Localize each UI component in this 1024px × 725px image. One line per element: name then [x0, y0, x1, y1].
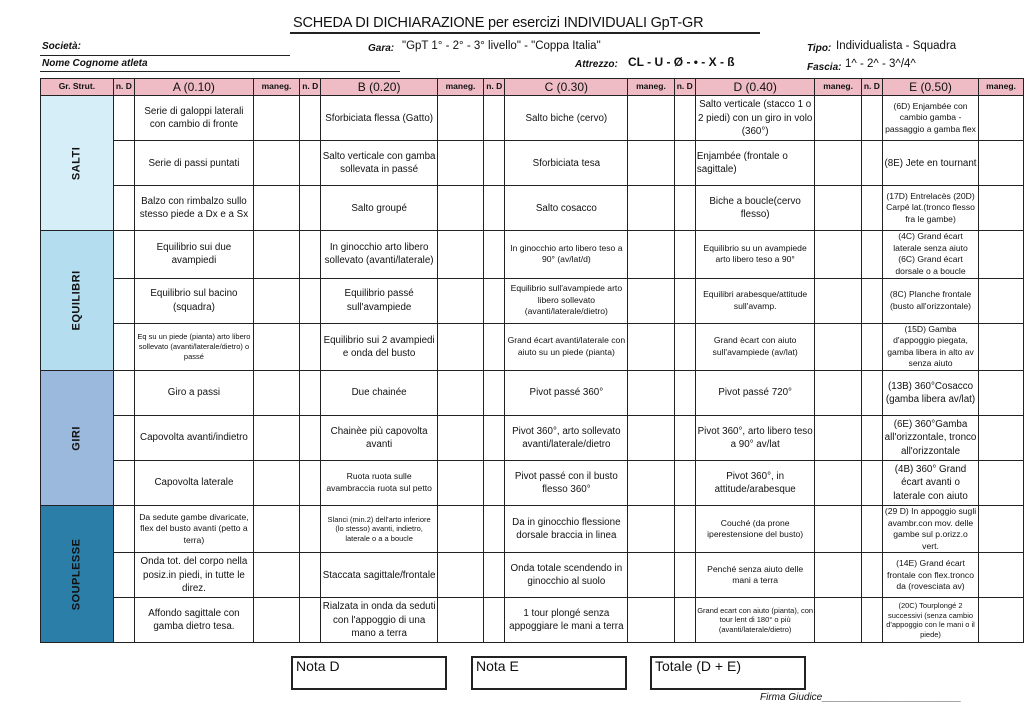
header-nd-a: n. D	[113, 79, 134, 96]
nd-cell[interactable]	[484, 460, 505, 505]
table-row	[41, 141, 1024, 186]
cell-a: Equilibrio sul bacino (squadra)	[135, 278, 254, 323]
cell-e: (29 D) In appoggio sugli avambr.con mov. delle gambe sul p.orizz.o vert.	[882, 505, 978, 552]
cell-e: (8C) Planche frontale (busto all'orizzontale)	[882, 278, 978, 323]
cell-c: Sforbiciata tesa	[505, 141, 628, 186]
maneg-cell[interactable]	[437, 186, 483, 231]
nota-d-box[interactable]	[291, 656, 447, 690]
nd-cell[interactable]	[861, 141, 882, 186]
cell-a: Balzo con rimbalzo sullo stesso piede a Dx e a Sx	[135, 186, 254, 231]
maneg-cell[interactable]	[979, 598, 1024, 643]
maneg-cell[interactable]	[437, 415, 483, 460]
maneg-cell[interactable]	[628, 278, 674, 323]
nd-cell[interactable]	[484, 370, 505, 415]
header-a: A (0.10)	[135, 79, 254, 96]
table-row	[41, 553, 1024, 598]
nd-cell[interactable]	[861, 553, 882, 598]
nd-cell[interactable]	[674, 231, 695, 278]
cell-b: Slanci (min.2) dell'arto inferiore (lo stesso) avanti, indietro, laterale o a a boucle	[321, 505, 437, 552]
header-nd-b: n. D	[300, 79, 321, 96]
nd-cell[interactable]	[674, 505, 695, 552]
cell-c: Grand écart avanti/laterale con aiuto su un piede (pianta)	[505, 323, 628, 370]
cell-a: Capovolta laterale	[135, 460, 254, 505]
maneg-cell[interactable]	[628, 553, 674, 598]
header-d: D (0.40)	[695, 79, 815, 96]
societa-label: Società:	[42, 41, 81, 52]
atleta-field[interactable]	[40, 71, 400, 72]
nd-cell[interactable]	[113, 598, 134, 643]
maneg-cell[interactable]	[815, 323, 861, 370]
cell-e: (20C) Tourplongé 2 successivi (senza cambio d'appoggio con le mani o il piede)	[882, 598, 978, 643]
cell-d: Equilibri arabesque/attitude sull'avamp.	[695, 278, 815, 323]
nd-cell[interactable]	[861, 415, 882, 460]
cell-b: Staccata sagittale/frontale	[321, 553, 437, 598]
maneg-cell[interactable]	[815, 278, 861, 323]
maneg-cell[interactable]	[815, 505, 861, 552]
header-nd-c: n. D	[484, 79, 505, 96]
nd-cell[interactable]	[674, 141, 695, 186]
maneg-cell[interactable]	[628, 415, 674, 460]
nd-cell[interactable]	[861, 598, 882, 643]
nd-cell[interactable]	[484, 186, 505, 231]
cell-c: Pivot passé con il busto flesso 360°	[505, 460, 628, 505]
cell-d: Grand ecart con aiuto (pianta), con tour lent di 180° o più (avanti/laterale/dietro)	[695, 598, 815, 643]
cell-c: In ginocchio arto libero teso a 90° (av/lat/d)	[505, 231, 628, 278]
nd-cell[interactable]	[300, 598, 321, 643]
maneg-cell[interactable]	[253, 370, 299, 415]
table-row	[41, 598, 1024, 643]
cell-b: In ginocchio arto libero sollevato (avanti/laterale)	[321, 231, 437, 278]
maneg-cell[interactable]	[437, 553, 483, 598]
nd-cell[interactable]	[113, 141, 134, 186]
cell-e: (13B) 360°Cosacco (gamba libera av/lat)	[882, 370, 978, 415]
page-title: SCHEDA DI DICHIARAZIONE per esercizi INDIVIDUALI GpT-GR	[293, 15, 704, 31]
maneg-cell[interactable]	[979, 505, 1024, 552]
table-row	[41, 186, 1024, 231]
maneg-cell[interactable]	[628, 96, 674, 141]
nd-cell[interactable]	[113, 323, 134, 370]
nd-cell[interactable]	[113, 278, 134, 323]
nd-cell[interactable]	[484, 141, 505, 186]
cell-d: Couché (da prone iperestensione del busto)	[695, 505, 815, 552]
maneg-cell[interactable]	[628, 598, 674, 643]
header-e: E (0.50)	[882, 79, 978, 96]
cell-e: (8E) Jete en tournant	[882, 141, 978, 186]
nd-cell[interactable]	[674, 323, 695, 370]
nd-cell[interactable]	[861, 231, 882, 278]
maneg-cell[interactable]	[437, 598, 483, 643]
nd-cell[interactable]	[484, 96, 505, 141]
nd-cell[interactable]	[484, 278, 505, 323]
maneg-cell[interactable]	[253, 96, 299, 141]
header-maneg-a: maneg.	[253, 79, 299, 96]
group-giri: GIRI	[41, 370, 114, 505]
cell-c: Onda totale scendendo in ginocchio al suolo	[505, 553, 628, 598]
gara-label: Gara:	[368, 43, 395, 54]
maneg-cell[interactable]	[437, 323, 483, 370]
table-row	[41, 96, 1024, 141]
cell-c: Pivot passé 360°	[505, 370, 628, 415]
cell-b: Rialzata in onda da seduti con l'appoggio di una mano a terra	[321, 598, 437, 643]
nd-cell[interactable]	[861, 323, 882, 370]
cell-e: (6D) Enjambée con cambio gamba - passaggio a gamba flex	[882, 96, 978, 141]
cell-c: Equilibrio sull'avampiede arto libero sollevato (avanti/laterale/dietro)	[505, 278, 628, 323]
cell-d: Salto verticale (stacco 1 o 2 piedi) con un giro in volo (360°)	[695, 96, 815, 141]
cell-a: Affondo sagittale con gamba dietro tesa.	[135, 598, 254, 643]
cell-c: Pivot 360°, arto sollevato avanti/laterale/dietro	[505, 415, 628, 460]
totale-box[interactable]	[650, 656, 806, 690]
cell-b: Salto verticale con gamba sollevata in passé	[321, 141, 437, 186]
nd-cell[interactable]	[300, 231, 321, 278]
cell-a: Serie di passi puntati	[135, 141, 254, 186]
cell-d: Biche a boucle(cervo flesso)	[695, 186, 815, 231]
atleta-label: Nome Cognome atleta	[42, 58, 148, 69]
maneg-cell[interactable]	[253, 278, 299, 323]
nd-cell[interactable]	[113, 505, 134, 552]
nd-cell[interactable]	[113, 553, 134, 598]
maneg-cell[interactable]	[815, 460, 861, 505]
nd-cell[interactable]	[300, 186, 321, 231]
maneg-cell[interactable]	[628, 231, 674, 278]
nd-cell[interactable]	[113, 96, 134, 141]
nd-cell[interactable]	[300, 505, 321, 552]
firma-giudice[interactable]: Firma Giudice_________________________	[760, 692, 962, 703]
attrezzo-value: CL - U - Ø - • - X - ß	[628, 55, 735, 69]
maneg-cell[interactable]	[628, 186, 674, 231]
nota-e-label: Nota E	[476, 658, 519, 674]
maneg-cell[interactable]	[253, 553, 299, 598]
cell-a: Equilibrio sui due avampiedi	[135, 231, 254, 278]
maneg-cell[interactable]	[253, 505, 299, 552]
nd-cell[interactable]	[300, 553, 321, 598]
maneg-cell[interactable]	[253, 415, 299, 460]
maneg-cell[interactable]	[979, 553, 1024, 598]
header-nd-d: n. D	[674, 79, 695, 96]
maneg-cell[interactable]	[253, 323, 299, 370]
table-row	[41, 415, 1024, 460]
maneg-cell[interactable]	[628, 323, 674, 370]
gara-value: "GpT 1° - 2° - 3° livello" - "Coppa Italia"	[402, 40, 601, 52]
header-maneg-c: maneg.	[628, 79, 674, 96]
nd-cell[interactable]	[300, 460, 321, 505]
table-row	[41, 231, 1024, 278]
nd-cell[interactable]	[300, 96, 321, 141]
group-salti: SALTI	[41, 96, 114, 231]
cell-d: Pivot 360°, in attitude/arabesque	[695, 460, 815, 505]
fascia-value: 1^ - 2^ - 3^/4^	[845, 58, 916, 70]
cell-c: Da in ginocchio flessione dorsale braccia in linea	[505, 505, 628, 552]
maneg-cell[interactable]	[253, 460, 299, 505]
maneg-cell[interactable]	[815, 370, 861, 415]
societa-field[interactable]	[40, 55, 290, 56]
nd-cell[interactable]	[484, 323, 505, 370]
nd-cell[interactable]	[484, 231, 505, 278]
cell-c: Salto biche (cervo)	[505, 96, 628, 141]
maneg-cell[interactable]	[979, 96, 1024, 141]
maneg-cell[interactable]	[437, 278, 483, 323]
cell-e: (17D) Entrelacès (20D) Carpé lat.(tronco flesso fra le gambe)	[882, 186, 978, 231]
header-nd-e: n. D	[861, 79, 882, 96]
table-row	[41, 370, 1024, 415]
nd-cell[interactable]	[300, 415, 321, 460]
nd-cell[interactable]	[113, 460, 134, 505]
nd-cell[interactable]	[674, 460, 695, 505]
nd-cell[interactable]	[113, 415, 134, 460]
maneg-cell[interactable]	[437, 460, 483, 505]
maneg-cell[interactable]	[815, 141, 861, 186]
cell-d: Penché senza aiuto delle mani a terra	[695, 553, 815, 598]
header-row	[41, 79, 1024, 96]
nd-cell[interactable]	[674, 415, 695, 460]
cell-b: Due chainée	[321, 370, 437, 415]
cell-e: (4C) Grand écart laterale senza aiuto (6C) Grand écart dorsale o a boucle	[882, 231, 978, 278]
declaration-table	[40, 78, 1024, 643]
nota-d-label: Nota D	[296, 658, 340, 674]
nota-e-box[interactable]	[471, 656, 627, 690]
tipo-value: Individualista - Squadra	[836, 40, 957, 52]
table-row	[41, 278, 1024, 323]
maneg-cell[interactable]	[815, 553, 861, 598]
cell-b: Ruota ruota sulle avambraccia ruota sul petto	[321, 460, 437, 505]
cell-a: Capovolta avanti/indietro	[135, 415, 254, 460]
maneg-cell[interactable]	[437, 96, 483, 141]
maneg-cell[interactable]	[979, 415, 1024, 460]
tipo-label: Tipo:	[807, 43, 832, 54]
cell-e: (14E) Grand écart frontale con flex.tronco da (rovesciata av)	[882, 553, 978, 598]
nd-cell[interactable]	[484, 415, 505, 460]
nd-cell[interactable]	[113, 231, 134, 278]
cell-c: 1 tour plongé senza appoggiare le mani a terra	[505, 598, 628, 643]
nd-cell[interactable]	[674, 278, 695, 323]
maneg-cell[interactable]	[979, 186, 1024, 231]
header-maneg-d: maneg.	[815, 79, 861, 96]
maneg-cell[interactable]	[437, 505, 483, 552]
cell-d: Pivot 360°, arto libero teso a 90° av/lat	[695, 415, 815, 460]
maneg-cell[interactable]	[979, 278, 1024, 323]
cell-b: Salto groupé	[321, 186, 437, 231]
cell-b: Chainèe più capovolta avanti	[321, 415, 437, 460]
maneg-cell[interactable]	[253, 598, 299, 643]
header-maneg-b: maneg.	[437, 79, 483, 96]
maneg-cell[interactable]	[628, 505, 674, 552]
cell-b: Equilibrio passé sull'avampiede	[321, 278, 437, 323]
group-souplesse: SOUPLESSE	[41, 505, 114, 642]
maneg-cell[interactable]	[437, 141, 483, 186]
maneg-cell[interactable]	[628, 370, 674, 415]
maneg-cell[interactable]	[628, 141, 674, 186]
cell-e: (15D) Gamba d'appoggio piegata, gamba libera in alto av senza aiuto	[882, 323, 978, 370]
header-b: B (0.20)	[321, 79, 437, 96]
maneg-cell[interactable]	[253, 141, 299, 186]
cell-d: Pivot passé 720°	[695, 370, 815, 415]
title-underline	[290, 32, 760, 34]
nd-cell[interactable]	[484, 598, 505, 643]
cell-c: Salto cosacco	[505, 186, 628, 231]
nd-cell[interactable]	[113, 370, 134, 415]
maneg-cell[interactable]	[815, 598, 861, 643]
cell-a: Giro a passi	[135, 370, 254, 415]
maneg-cell[interactable]	[815, 186, 861, 231]
cell-b: Sforbiciata flessa (Gatto)	[321, 96, 437, 141]
nd-cell[interactable]	[300, 141, 321, 186]
header-c: C (0.30)	[505, 79, 628, 96]
totale-label: Totale (D + E)	[655, 658, 741, 674]
maneg-cell[interactable]	[253, 231, 299, 278]
cell-e: (4B) 360° Grand écart avanti o laterale con aiuto	[882, 460, 978, 505]
cell-a: Serie di galoppi laterali con cambio di fronte	[135, 96, 254, 141]
table-row	[41, 323, 1024, 370]
cell-d: Enjambée (frontale o sagittale)	[695, 141, 815, 186]
attrezzo-label: Attrezzo:	[575, 59, 618, 70]
nd-cell[interactable]	[674, 96, 695, 141]
nd-cell[interactable]	[300, 370, 321, 415]
nd-cell[interactable]	[861, 278, 882, 323]
cell-b: Equilibrio sui 2 avampiedi e onda del busto	[321, 323, 437, 370]
nd-cell[interactable]	[861, 96, 882, 141]
nd-cell[interactable]	[113, 186, 134, 231]
nd-cell[interactable]	[674, 370, 695, 415]
cell-a: Onda tot. del corpo nella posiz.in piedi, in tutte le direz.	[135, 553, 254, 598]
cell-d: Grand ècart con aiuto sull'avampiede (av/lat)	[695, 323, 815, 370]
nd-cell[interactable]	[861, 186, 882, 231]
maneg-cell[interactable]	[979, 323, 1024, 370]
maneg-cell[interactable]	[979, 370, 1024, 415]
maneg-cell[interactable]	[628, 460, 674, 505]
nd-cell[interactable]	[300, 278, 321, 323]
maneg-cell[interactable]	[815, 96, 861, 141]
nd-cell[interactable]	[674, 598, 695, 643]
nd-cell[interactable]	[861, 505, 882, 552]
maneg-cell[interactable]	[979, 231, 1024, 278]
maneg-cell[interactable]	[437, 370, 483, 415]
cell-e: (6E) 360°Gamba all'orizzontale, tronco all'orizzontale	[882, 415, 978, 460]
header-gr-strut: Gr. Strut.	[41, 79, 114, 96]
nd-cell[interactable]	[861, 460, 882, 505]
header-maneg-e: maneg.	[979, 79, 1024, 96]
cell-a: Da sedute gambe divaricate, flex del busto avanti (petto a terra)	[135, 505, 254, 552]
nd-cell[interactable]	[484, 553, 505, 598]
maneg-cell[interactable]	[979, 141, 1024, 186]
maneg-cell[interactable]	[815, 415, 861, 460]
cell-d: Equilibrio su un avampiede arto libero teso a 90°	[695, 231, 815, 278]
table-row	[41, 505, 1024, 552]
table-row	[41, 460, 1024, 505]
nd-cell[interactable]	[300, 323, 321, 370]
cell-a: Eq su un piede (pianta) arto libero sollevato (avanti/laterale/dietro) o passé	[135, 323, 254, 370]
maneg-cell[interactable]	[253, 186, 299, 231]
maneg-cell[interactable]	[979, 460, 1024, 505]
fascia-label: Fascia:	[807, 62, 842, 73]
group-equilibri: EQUILIBRI	[41, 231, 114, 371]
maneg-cell[interactable]	[815, 231, 861, 278]
nd-cell[interactable]	[484, 505, 505, 552]
maneg-cell[interactable]	[437, 231, 483, 278]
nd-cell[interactable]	[674, 186, 695, 231]
nd-cell[interactable]	[861, 370, 882, 415]
nd-cell[interactable]	[674, 553, 695, 598]
